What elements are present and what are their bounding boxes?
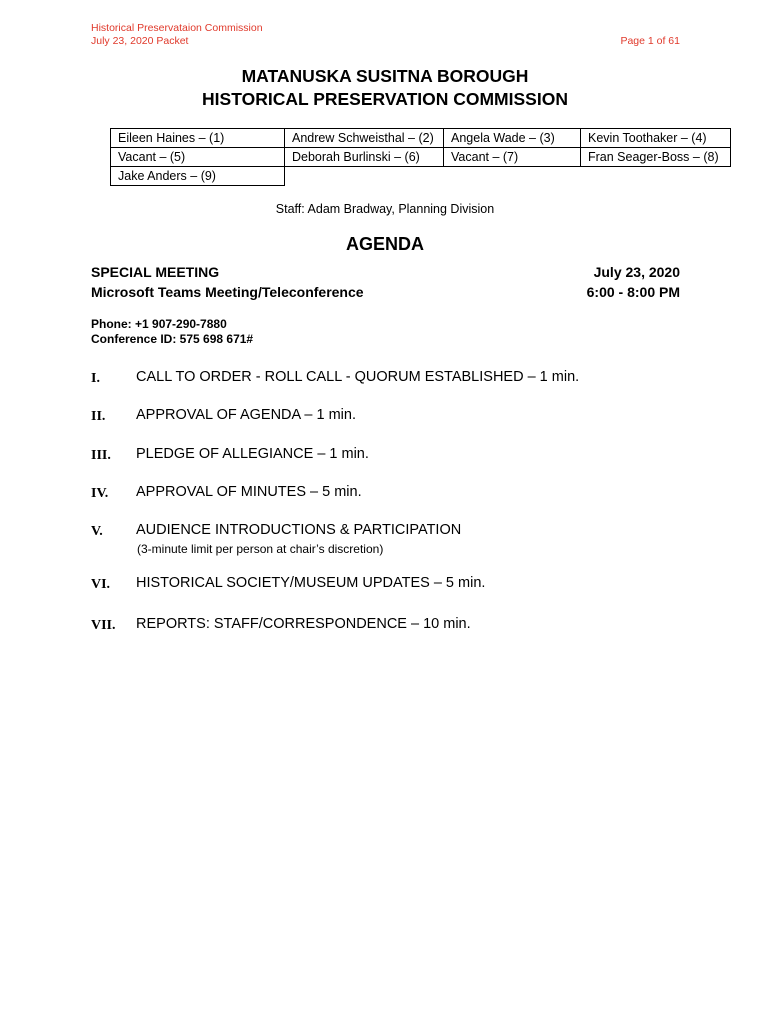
agenda-item-number: V. — [91, 524, 103, 539]
member-cell: Vacant – (7) — [444, 148, 581, 167]
staff-line: Staff: Adam Bradway, Planning Division — [275, 202, 495, 216]
packet-header-date: July 23, 2020 Packet — [91, 35, 189, 47]
meeting-info — [91, 262, 364, 302]
agenda-item-text: PLEDGE OF ALLEGIANCE – 1 min. — [136, 446, 369, 462]
table-row — [111, 129, 731, 148]
member-cell: Angela Wade – (3) — [444, 129, 581, 148]
meeting-type: SPECIAL MEETING — [91, 264, 220, 280]
meeting-datetime — [587, 262, 680, 302]
member-cell: Vacant – (5) — [111, 148, 285, 167]
meeting-date: July 23, 2020 — [593, 264, 680, 280]
agenda-item-text: HISTORICAL SOCIETY/MUSEUM UPDATES – 5 min. — [136, 575, 486, 591]
agenda-item-text: AUDIENCE INTRODUCTIONS & PARTICIPATION — [136, 522, 462, 538]
member-cell: Deborah Burlinski – (6) — [285, 148, 444, 167]
agenda-item-number: VI. — [91, 577, 111, 592]
member-cell: Eileen Haines – (1) — [111, 129, 285, 148]
table-row — [111, 167, 731, 186]
conference-id: Conference ID: 575 698 671# — [91, 332, 254, 346]
member-cell: Kevin Toothaker – (4) — [581, 129, 731, 148]
agenda-item-text: APPROVAL OF MINUTES – 5 min. — [136, 484, 362, 500]
agenda-item-number: IV. — [91, 486, 109, 501]
document-title-line1: MATANUSKA SUSITNA BOROUGH — [241, 66, 529, 86]
member-cell: Fran Seager-Boss – (8) — [581, 148, 731, 167]
dial-in-info — [91, 317, 253, 347]
agenda-item-number: II. — [91, 409, 106, 424]
agenda-item-text: REPORTS: STAFF/CORRESPONDENCE – 10 min. — [136, 616, 471, 632]
agenda-heading: AGENDA — [345, 234, 424, 254]
agenda-item-note: (3-minute limit per person at chair’s discretion) — [137, 542, 384, 556]
member-cell: Andrew Schweisthal – (2) — [285, 129, 444, 148]
empty-cell — [285, 167, 731, 186]
document-title-line2: HISTORICAL PRESERVATION COMMISSION — [202, 89, 568, 109]
commission-members-table — [110, 128, 731, 186]
meeting-venue: Microsoft Teams Meeting/Teleconference — [91, 284, 364, 300]
agenda-item-text: APPROVAL OF AGENDA – 1 min. — [136, 407, 356, 423]
member-cell: Jake Anders – (9) — [111, 167, 285, 186]
meeting-time: 6:00 - 8:00 PM — [586, 284, 680, 300]
agenda-item-number: I. — [91, 371, 100, 386]
phone-number: Phone: +1 907-290-7880 — [91, 317, 227, 331]
agenda-item-text: CALL TO ORDER - ROLL CALL - QUORUM ESTABLISHED – 1 min. — [136, 369, 580, 385]
packet-header-title: Historical Preservataion Commission — [91, 22, 263, 34]
agenda-item-number: VII. — [91, 618, 116, 633]
page-number: Page 1 of 61 — [620, 35, 680, 47]
table-row — [111, 148, 731, 167]
packet-header — [91, 22, 263, 48]
agenda-item-number: III. — [91, 448, 111, 463]
